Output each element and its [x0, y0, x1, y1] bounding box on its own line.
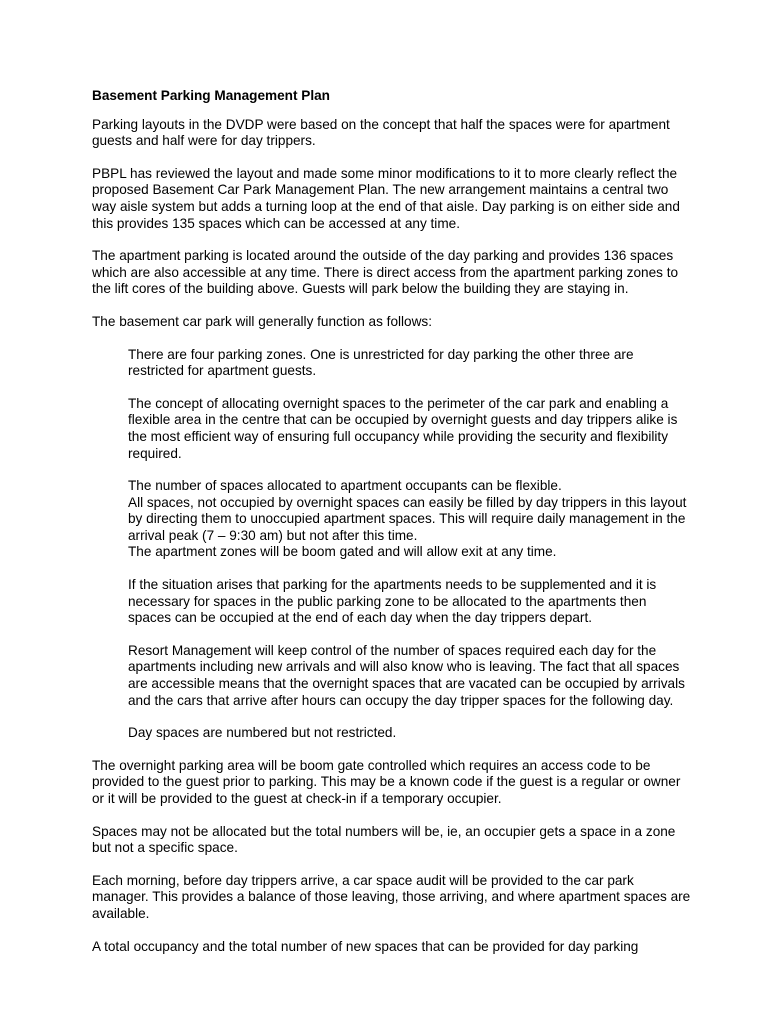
paragraph-boom-gate: The overnight parking area will be boom gate controlled which requires an access code to be provided to the guest prior to parking. This may be a known code if the guest is a regular or owner or it will be provided to the guest at check-in if a temporary occupier. — [92, 757, 681, 806]
point-boom-gated: The apartment zones will be boom gated and will allow exit at any time. — [128, 544, 557, 560]
point-four-zones: There are four parking zones. One is unrestricted for day parking the other three are restricted for apartment guests. — [128, 346, 634, 379]
paragraph-function-intro: The basement car park will generally function as follows: — [92, 313, 433, 329]
point-resort-management: Resort Management will keep control of the number of spaces required each day for the apartments including new arrivals and will also know who is leaving. The fact that all spaces are accessible means that the overnight spaces that are vacated can be occupied by arrivals and the cars that arrive after hours can occupy the day tripper spaces for the following day. — [128, 642, 685, 708]
point-supplemented-parking: If the situation arises that parking for the apartments needs to be supplemented and it is necessary for spaces in the public parking zone to be allocated to the apartments then spaces can be occupied at the end of each day when the day trippers depart. — [128, 577, 657, 626]
indented-points — [92, 347, 690, 742]
paragraph-dvdp-layouts: Parking layouts in the DVDP were based on the concept that half the spaces were for apartment guests and half were for day trippers. — [92, 116, 670, 149]
point-day-spaces: Day spaces are numbered but not restricted. — [128, 725, 397, 741]
point-flexible-allocation: The number of spaces allocated to apartment occupants can be flexible. — [128, 478, 562, 494]
document-page — [92, 88, 692, 971]
paragraph-pbpl-review: PBPL has reviewed the layout and made some minor modifications to it to more clearly reflect the proposed Basement Car Park Management Plan. The new arrangement maintains a central two way aisle system but adds a turning loop at the end of that aisle. Day parking is on either side and this provides 135 spaces which can be accessed at any time. — [92, 165, 680, 231]
paragraph-allocation: Spaces may not be allocated but the total numbers will be, ie, an occupier gets a space in a zone but not a specific space. — [92, 823, 676, 856]
point-unoccupied-spaces: All spaces, not occupied by overnight spaces can easily be filled by day trippers in this layout by directing them to unoccupied apartment spaces. This will require daily management in the arrival peak (7 – 9:30 am) but not after this time. — [128, 494, 687, 543]
point-overnight-perimeter: The concept of allocating overnight spaces to the perimeter of the car park and enabling a flexible area in the centre that can be occupied by overnight guests and day trippers alike is the most efficient way of ensuring full occupancy while providing the security and flexibility required. — [128, 395, 678, 461]
paragraph-morning-audit: Each morning, before day trippers arrive, a car space audit will be provided to the car park manager. This provides a balance of those leaving, those arriving, and where apartment spaces are available. — [92, 872, 691, 921]
document-title: Basement Parking Management Plan — [92, 88, 330, 103]
paragraph-total-occupancy: A total occupancy and the total number of new spaces that can be provided for day parking — [92, 938, 639, 954]
paragraph-apartment-parking: The apartment parking is located around the outside of the day parking and provides 136 spaces which are also accessible at any time. There is direct access from the apartment parking zones to the lift cores of the building above. Guests will park below the building they are staying in. — [92, 248, 679, 297]
